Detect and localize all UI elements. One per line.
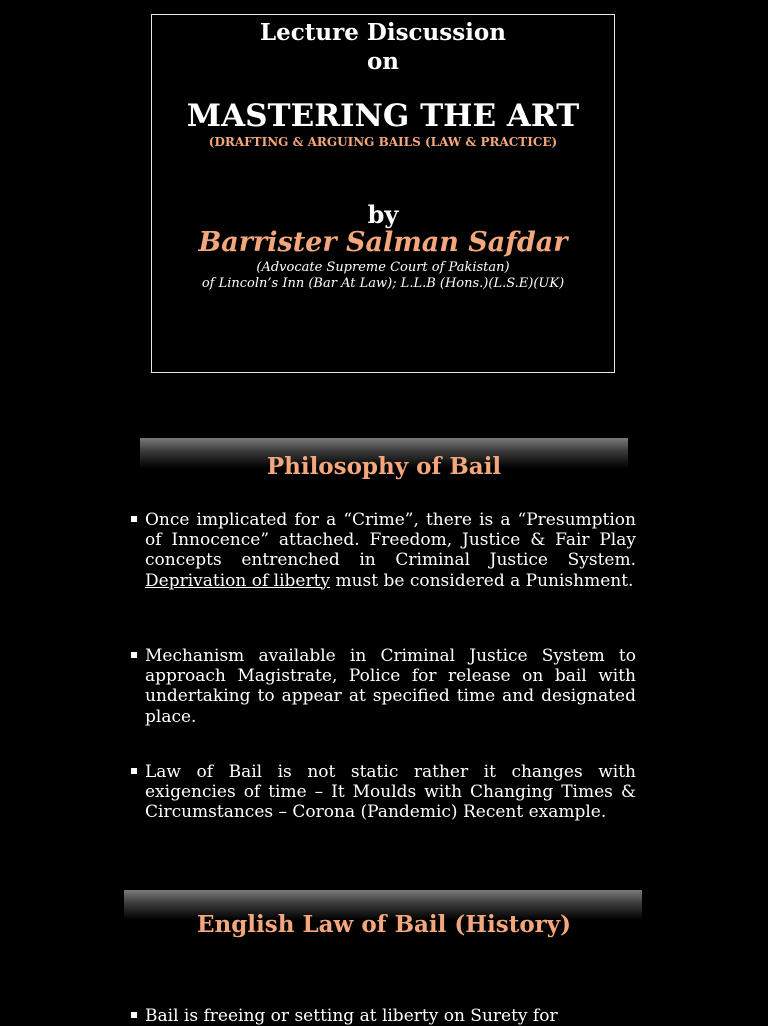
author-name: Barrister Salman Safdar: [198, 227, 568, 258]
subtitle: (DRAFTING & ARGUING BAILS (LAW & PRACTICE): [208, 135, 558, 149]
bullet-bail-definition: Bail is freeing or setting at liberty on Surety for: [145, 1006, 558, 1026]
title-slide-box: [151, 14, 615, 373]
deprivation-of-liberty-text: Deprivation of liberty: [145, 570, 331, 591]
bullet-mechanism: Mechanism available in Criminal Justice System to approach Magistrate, Police for release on bail with undertaking to appear at specified time and designated place.: [145, 646, 636, 727]
bullet-marker: [131, 1012, 137, 1018]
main-title: MASTERING THE ART: [186, 98, 580, 134]
by-label: by: [367, 200, 399, 229]
author-credential-1: (Advocate Supreme Court of Pakistan): [256, 260, 510, 275]
on-label: on: [366, 48, 400, 75]
bullet-law-not-static: Law of Bail is not static rather it changes with exigencies of time – It Moulds with Changing Times & Circumstances – Corona (Pandemic) Recent example.: [145, 762, 636, 823]
lecture-label: Lecture Discussion: [260, 19, 506, 46]
bullet-marker: [131, 516, 137, 522]
section-1-heading: Philosophy of Bail: [266, 453, 502, 480]
bullet-marker: [131, 652, 137, 658]
section-2-heading: English Law of Bail (History): [196, 911, 572, 938]
author-credential-2: of Lincoln’s Inn (Bar At Law); L.L.B (Hons.)(L.S.E)(UK): [201, 276, 565, 291]
bullet-presumption-of-innocence: Once implicated for a “Crime”, there is a “Presumption of Innocence” attached. Freedom, Justice & Fair Play concepts entrenched in Criminal Justice System. Deprivation of liberty must be considered a Punishment.: [145, 510, 636, 591]
bullet-marker: [131, 768, 137, 774]
